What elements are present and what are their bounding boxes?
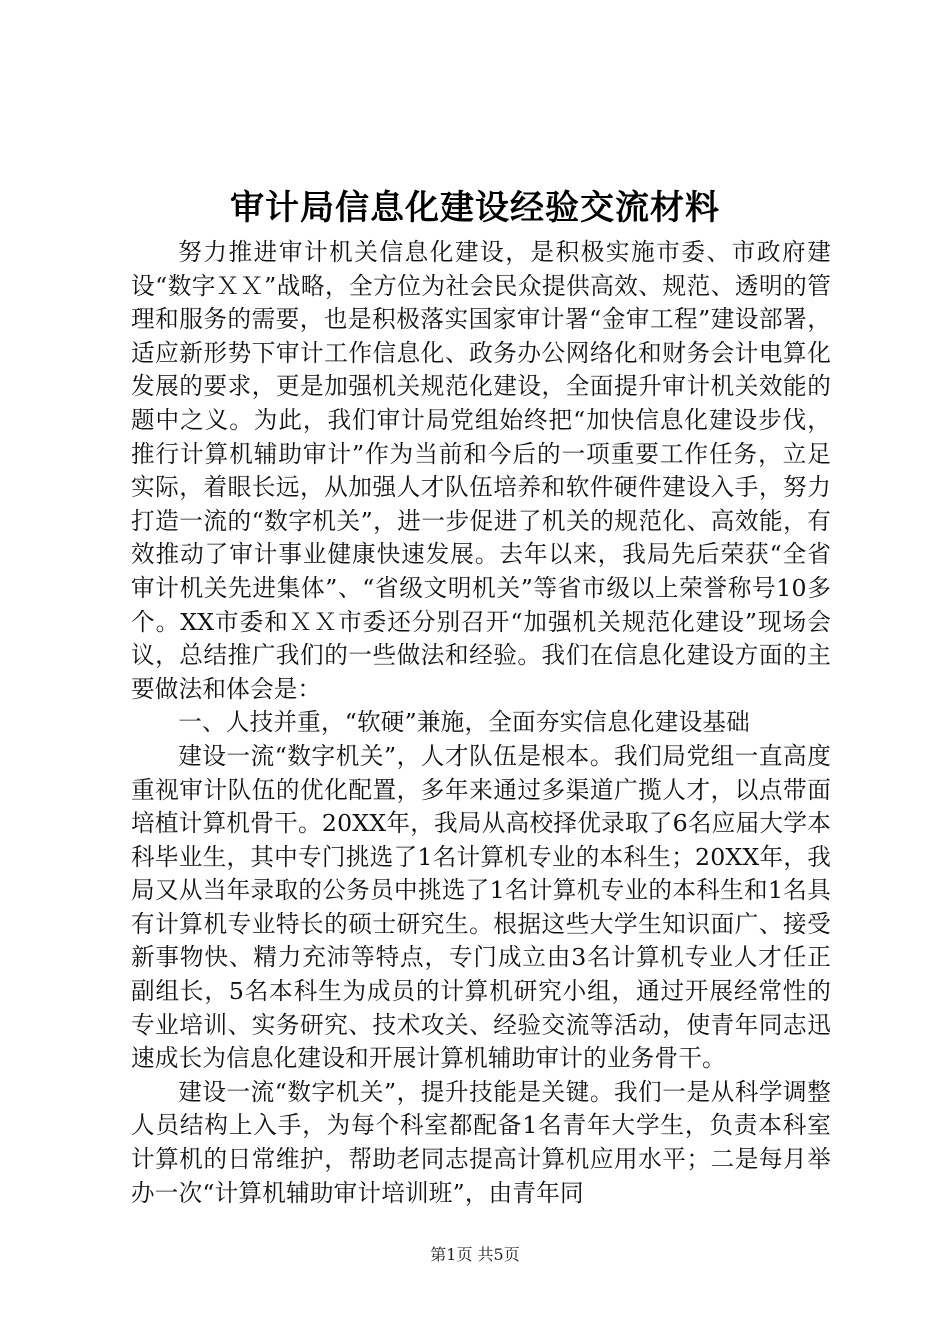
page-number-footer: 第1页 共5页 — [430, 1245, 520, 1264]
paragraph-intro: 努力推进审计机关信息化建设，是积极实施市委、市政府建设“数字ＸＸ”战略，全方位为社会民众提供高效、规范、透明的管理和服务的需要，也是积极落实国家审计署“金审工程”建设部署，适应新形势下审计工作信息化、政务办公网络化和财务会计电算化发展的要求，更是加强机关规范化建设，全面提升审计机关效能的题中之义。为此，我们审计局党组始终把“加快信息化建设步伐，推行计算机辅助审计”作为当前和今后的一项重要工作任务，立足实际，着眼长远，从加强人才队伍培养和软件硬件建设入手，努力打造一流的“数字机关”，进一步促进了机关的规范化、高效能，有效推动了审计事业健康快速发展。去年以来，我局先后荣获“全省审计机关先进集体”、“省级文明机关”等省市级以上荣誉称号10多个。XX市委和ＸＸ市委还分别召开“加强机关规范化建设”现场会议，总结推广我们的一些做法和经验。我们在信息化建设方面的主要做法和体会是： — [131, 238, 831, 703]
paragraph-skills: 建设一流“数字机关”，提升技能是关键。我们一是从科学调整人员结构上入手，为每个科室都配备1名青年大学生，负责本科室计算机的日常维护，帮助老同志提高计算机应用水平；二是每月举办一次“计算机辅助审计培训班”，由青年同 — [131, 1077, 831, 1207]
document-title: 审计局信息化建设经验交流材料 — [230, 188, 720, 228]
paragraph-talent: 建设一流“数字机关”，人才队伍是根本。我们局党组一直高度重视审计队伍的优化配置，多年来通过多渠道广揽人才，以点带面培植计算机骨干。20XX年，我局从高校择优录取了6名应届大学本科毕业生，其中专门挑选了1名计算机专业的本科生；20XX年，我局又从当年录取的公务员中挑选了1名计算机专业的本科生和1名具有计算机专业特长的硕士研究生。根据这些大学生知识面广、接受新事物快、精力充沛等特点，专门成立由3名计算机专业人才任正副组长，5名本科生为成员的计算机研究小组，通过开展经常性的专业培训、实务研究、技术攻关、经验交流等活动，使青年同志迅速成长为信息化建设和开展计算机辅助审计的业务骨干。 — [131, 741, 831, 1073]
section-heading-1: 一、人技并重，“软硬”兼施，全面夯实信息化建设基础 — [178, 708, 750, 737]
document-body — [131, 236, 831, 1210]
